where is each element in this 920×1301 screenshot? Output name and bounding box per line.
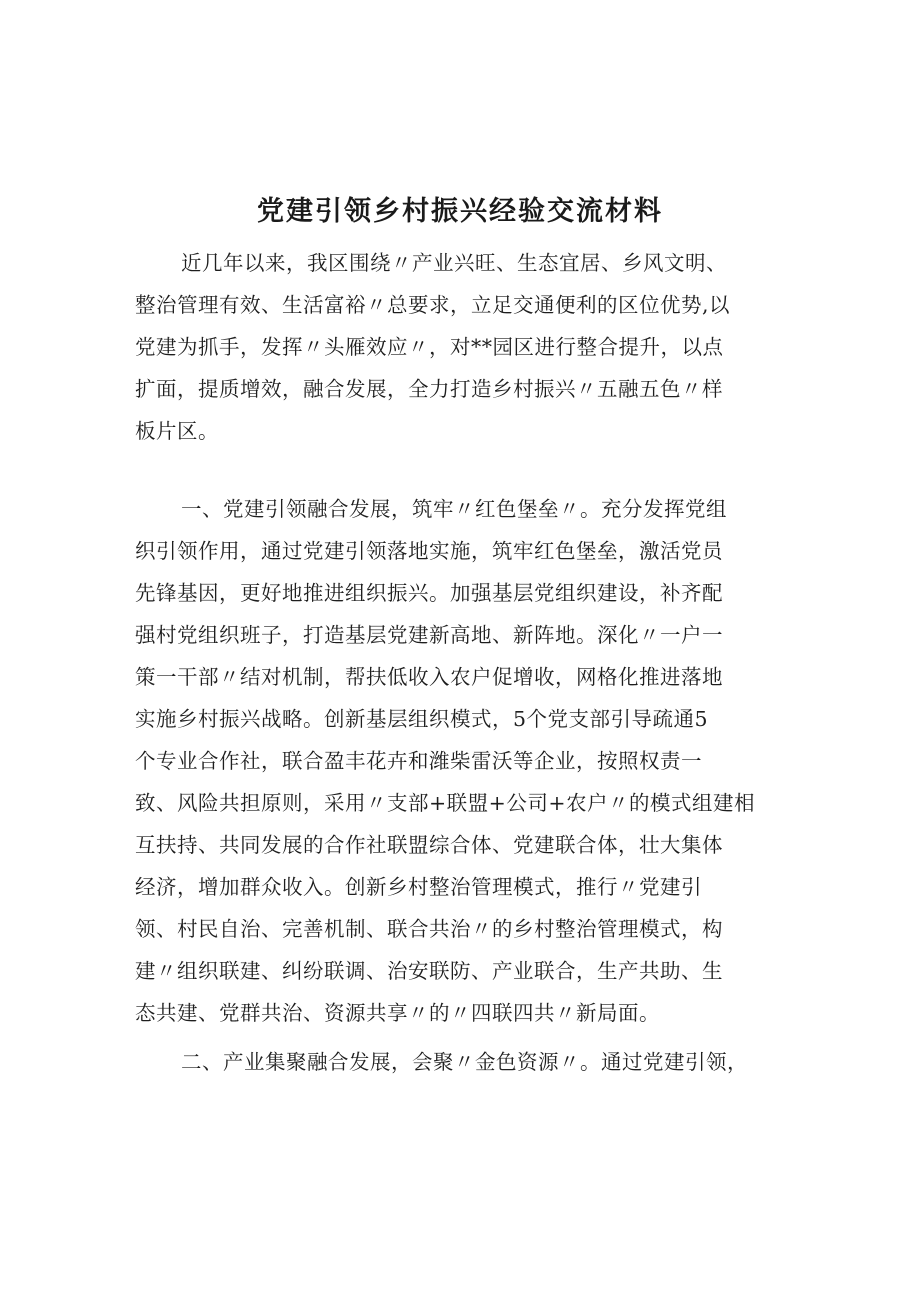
paragraph-2-line-5: 策一干部〃结对机制，帮扶低收入农户促增收，网格化推进落地 [135,665,723,689]
paragraph-2-line-4: 强村党组织班子，打造基层党建新高地、新阵地。深化〃一户一 [135,623,723,647]
paragraph-2-line-3: 先锋基因，更好地推进组织振兴。加强基层党组织建设，补齐配 [135,581,723,605]
paragraph-2-line-10: 经济，增加群众收入。创新乡村整治管理模式，推行〃党建引 [135,875,702,899]
paragraph-2-line-13: 态共建、党群共治、资源共享〃的〃四联四共〃新局面。 [135,1001,660,1025]
paragraph-1-line-5: 板片区。 [135,419,219,443]
paragraph-1-line-2: 整治管理有效、生活富裕〃总要求，立足交通便利的区位优势,以 [135,293,731,317]
document-title: 党建引领乡村振兴经验交流材料 [257,196,663,227]
paragraph-1-line-1: 近几年以来，我区围绕〃产业兴旺、生态宜居、乡风文明、 [181,251,727,275]
paragraph-3-line-1: 二、产业集聚融合发展，会聚〃金色资源〃。通过党建引领， [181,1050,748,1074]
paragraph-1-line-4: 扩面，提质增效，融合发展，全力打造乡村振兴〃五融五色〃样 [135,377,723,401]
paragraph-2-line-9: 互扶持、共同发展的合作社联盟综合体、党建联合体，壮大集体 [135,833,723,857]
paragraph-2-line-1: 一、党建引领融合发展，筑牢〃红色堡垒〃。充分发挥党组 [181,497,727,521]
paragraph-2-line-6: 实施乡村振兴战略。创新基层组织模式，5个党支部引导疏通5 [135,707,709,731]
paragraph-2-line-12: 建〃组织联建、纠纷联调、治安联防、产业联合，生产共助、生 [135,959,723,983]
paragraph-2-line-2: 织引领作用，通过党建引领落地实施，筑牢红色堡垒，激活党员 [135,539,723,563]
paragraph-1-line-3: 党建为抓手，发挥〃头雁效应〃，对**园区进行整合提升，以点 [135,335,724,359]
paragraph-2-line-11: 领、村民自治、完善机制、联合共治〃的乡村整治管理模式，构 [135,917,723,941]
paragraph-2-line-7: 个专业合作社，联合盈丰花卉和潍柴雷沃等企业，按照权责一 [135,749,702,773]
paragraph-2-line-8: 致、风险共担原则，采用〃支部+联盟+公司+农户〃的模式组建相 [135,791,756,815]
